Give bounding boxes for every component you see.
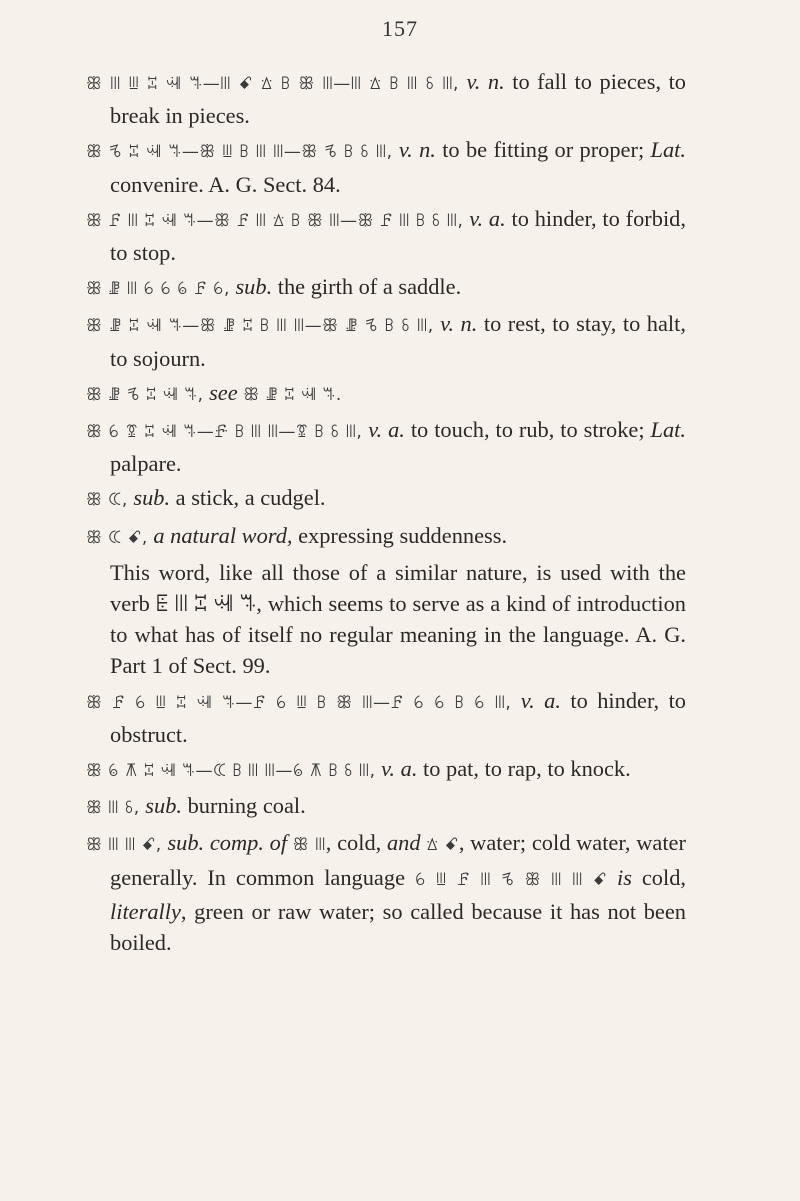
entry-cold-water [86, 827, 686, 958]
entry-definition: to fall to pieces, to break in pieces. [110, 69, 686, 129]
entry-headword: ꕥ ꔖ ꗏ, [86, 798, 140, 819]
entry-headword: ꕥ ꕃ ꗒ ꔙ ꕝ ꕐ—ꗔ ꕗ ꔖ ꔖ—ꗒ ꕗ ꗏ ꔖ, [86, 422, 363, 443]
dictionary-entries [86, 66, 686, 961]
entry-latin: palpare. [110, 451, 182, 477]
entry-see-reference [86, 377, 686, 411]
entry-headword: ꕥ ꗙ ꕦ ꔙ ꕝ ꕐ, [86, 384, 204, 405]
entry-pos: sub. comp. of [167, 830, 288, 856]
entry-script-word: ꕥ ꔖ [292, 835, 326, 856]
entry-headword: ꕥ ꗙ ꔖ ꕃ ꕃ ꕄ ꗓ ꕃ, [86, 279, 230, 300]
entry-pos: v. n. [440, 311, 478, 337]
entry-pos: a natural word, [153, 522, 293, 548]
entry-definition-italic: is [617, 864, 632, 890]
entry-definition: a stick, a cudgel. [170, 485, 326, 511]
entry-headword: ꕥ ꗓ ꔖ ꔙ ꕝ ꕐ—ꕥ ꗓ ꔖ ꕖ ꕗ ꕥ ꔖ—ꕥ ꗓ ꔖ ꕗ ꗏ ꔖ, [86, 210, 464, 231]
entry-definition: expressing suddenness. [292, 522, 508, 548]
entry-definition: to hinder, to forbid, to stop. [110, 205, 686, 266]
entry-definition: burning coal. [182, 793, 306, 819]
entry-headword: ꕥ ꗙ ꔙ ꕝ ꕐ—ꕥ ꗙ ꔙ ꕗ ꔖ ꔖ—ꕥ ꗙ ꕦ ꕗ ꗏ ꔖ, [86, 316, 434, 337]
entry-pos: sub. [133, 485, 171, 511]
entry-obstruct [86, 685, 686, 750]
entry-definition-italic: literally [110, 898, 181, 924]
entry-latin: convenire. A. G. Sect. 84. [110, 171, 341, 197]
entry-headword: ꕥ ꕆ, [86, 490, 128, 511]
entry-headword: ꕥ ꗓ ꕃ ꔗ ꔙ ꕝ ꕐ—ꗓ ꕃ ꔗ ꕗ ꕥ ꔖ—ꗓ ꕃ ꕃ ꕗ ꕃ ꔖ, [86, 692, 512, 713]
entry-script-phrase: ꕃ ꔗ ꗓ ꔖ ꕦ ꕥ ꔖ ꔖ ꗃ [414, 869, 608, 890]
entry-definition-part: , cold, [325, 830, 387, 856]
entry-definition: to hinder, to obstruct. [110, 687, 687, 747]
entry-definition-part: , green or raw water; so called because it has not been boiled. [110, 898, 686, 956]
entry-latin-label: Lat. [650, 137, 686, 163]
entry-script-word: ꕖ ꗃ [426, 835, 459, 856]
entry-definition-part: cold, [631, 864, 687, 890]
entry-pos: sub. [235, 274, 273, 300]
entry-pos: v. a. [381, 756, 418, 782]
entry-see-ref: ꕥ ꗙ ꔙ ꕝ ꕐ. [243, 384, 342, 405]
entry-coal [86, 790, 686, 824]
entry-pos: v. a. [368, 417, 405, 443]
entry-see-label: see [203, 379, 244, 405]
entry-definition-part [607, 865, 617, 890]
entry-definition: to pat, to rap, to knock. [417, 756, 631, 782]
entry-natural-word [86, 520, 686, 554]
entry-pos: v. a. [469, 205, 506, 231]
entry-headword: ꕥ ꕦ ꔙ ꕝ ꕐ—ꕥ ꔗ ꕗ ꔖ ꔖ—ꕥ ꕦ ꕗ ꗏ ꔖ, [86, 142, 393, 163]
entry-girth [86, 271, 686, 305]
entry-definition-italic: and [386, 830, 421, 856]
entry-touch [86, 414, 686, 479]
entry-pos: v. n. [466, 69, 505, 94]
entry-hinder-forbid [86, 203, 686, 268]
entry-definition: to be fitting or proper; [435, 137, 651, 163]
entry-latin-label: Lat. [650, 417, 686, 443]
page-number: 157 [382, 16, 418, 41]
entry-headword: ꕥ ꔖ ꔗ ꔙ ꕝ ꕐ—ꔖ ꗃ ꕖ ꕗ ꕥ ꔖ—ꔖ ꕖ ꕗ ꔖ ꗏ ꔖ, [86, 74, 459, 94]
entry-headword: ꕥ ꕄ ꕧ ꔙ ꕝ ꕐ—ꕆ ꕗ ꔖ ꔖ—ꕄ ꕧ ꕗ ꗏ ꔖ, [86, 761, 376, 782]
entry-definition: to rest, to stay, to halt, to sojourn. [110, 311, 686, 371]
entry-be-fitting [86, 134, 686, 199]
entry-definition: to touch, to rub, to stroke; [404, 417, 651, 443]
entry-fall-to-pieces [86, 66, 686, 131]
entry-pos: v. a. [520, 687, 561, 713]
entry-headword: ꕥ ꔖ ꔖ ꗃ, [86, 835, 162, 856]
entry-definition-part: , water; cold water, water generally. In common language [110, 830, 686, 890]
entry-note: This word, like all those of a similar nature, is used with the verb ꗍ ꔖ ꔙ ꕝ ꕐ, which seems to serve as a kind of introduction to what has of itself no regular meaning in the language. A. G. Part 1 of Sect. 99. [110, 559, 686, 679]
entry-headword: ꕥ ꕆ ꗃ, [86, 527, 148, 548]
entry-definition: the girth of a saddle. [272, 274, 462, 300]
entry-rest [86, 308, 686, 373]
entry-usage-note [86, 557, 686, 682]
entry-pos: sub. [145, 793, 182, 819]
entry-pos: v. n. [398, 137, 436, 163]
entry-stick [86, 482, 686, 516]
entry-knock [86, 753, 686, 787]
